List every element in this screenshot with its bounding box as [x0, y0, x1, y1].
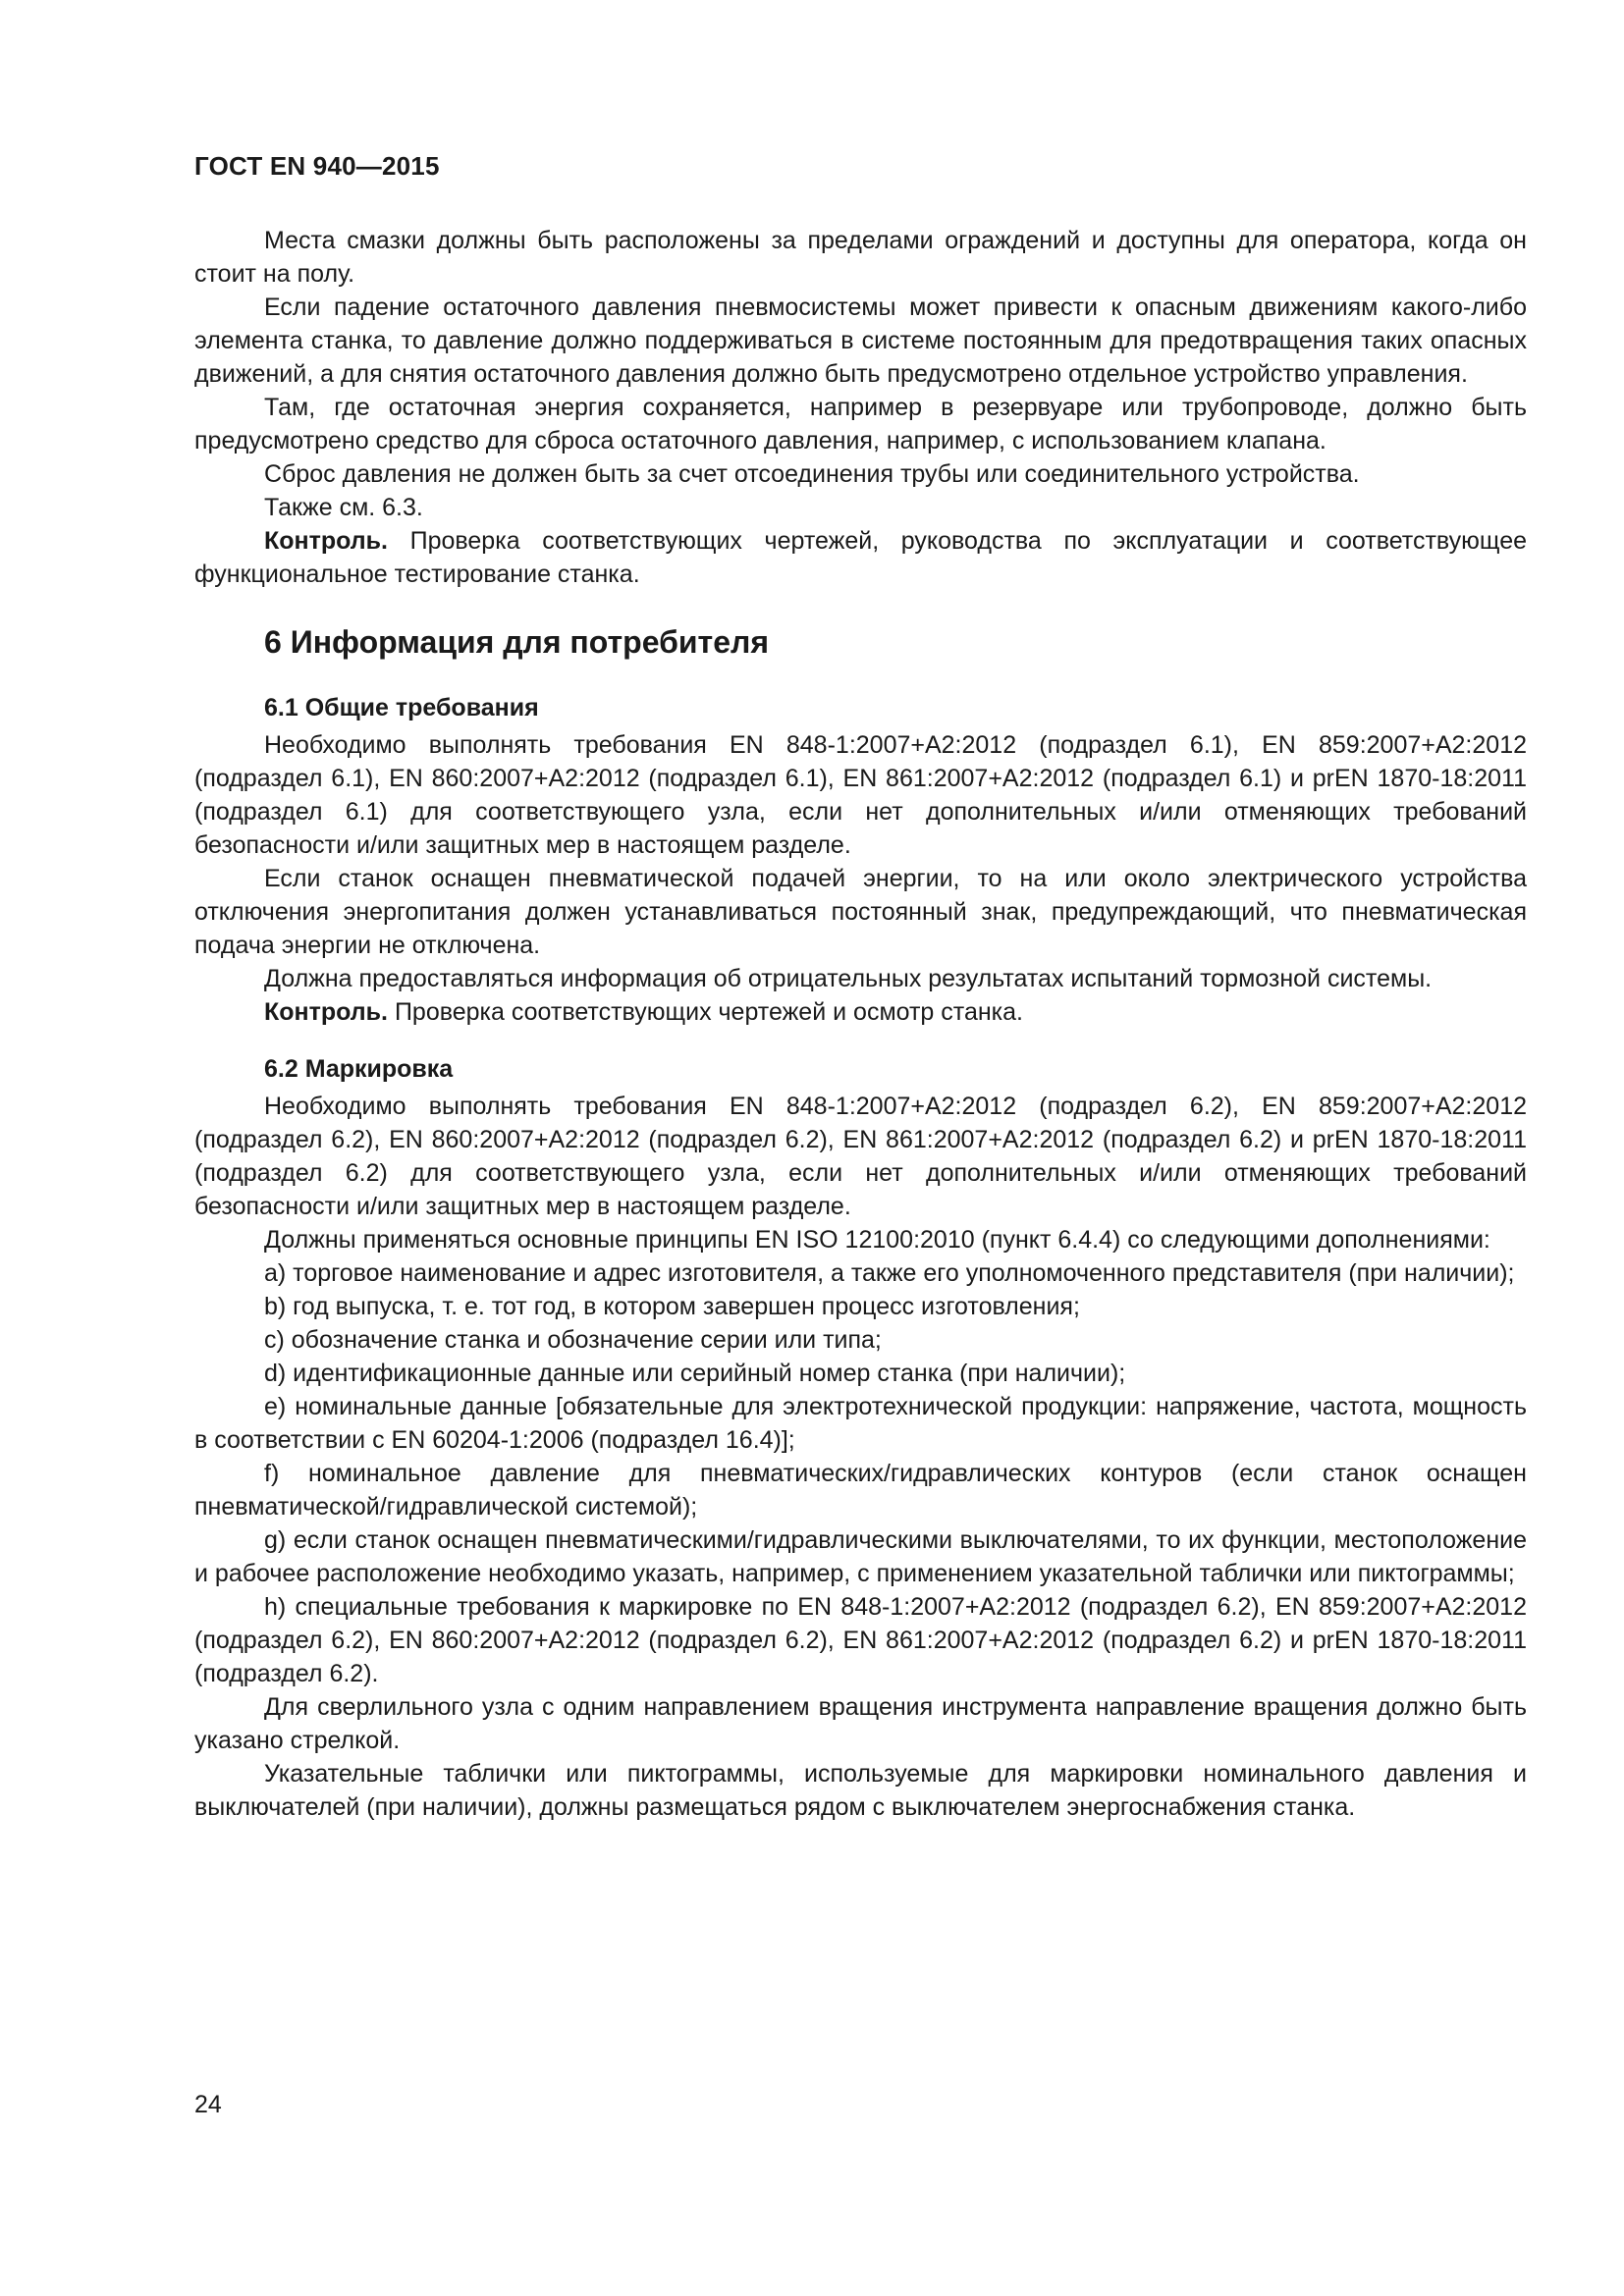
paragraph: Если станок оснащен пневматической подачей энергии, то на или около электрического устройства отключения энергопитания должен устанавливаться постоянный знак, предупреждающий, что пневматическая подача энергии не отключена. [194, 865, 1527, 959]
section-heading: 6 Информация для потребителя [264, 624, 769, 660]
control-text: Проверка соответствующих чертежей, руководства по эксплуатации и соответствующее функциональное тестирование станка. [194, 527, 1527, 588]
list-item: f) номинальное давление для пневматических/гидравлических контуров (если станок оснащен пневматической/гидравлической системой); [194, 1460, 1527, 1521]
list-item: h) специальные требования к маркировке по EN 848-1:2007+A2:2012 (подраздел 6.2), EN 859:2007+A2:2012 (подраздел 6.2), EN 860:2007+A2:2012 (подраздел 6.2), EN 861:2007+A2:2012 (подраздел 6.2) и prEN 1870-18:2011 (подраздел 6.2). [194, 1593, 1527, 1687]
list-item: с) обозначение станка и обозначение серии или типа; [264, 1326, 882, 1354]
list-item: е) номинальные данные [обязательные для электротехнической продукции: напряжение, частота, мощность в соответствии с EN 60204-1:2006 (подраздел 16.4)]; [194, 1393, 1527, 1454]
control-text: Проверка соответствующих чертежей и осмотр станка. [388, 998, 1023, 1026]
paragraph: Также см. 6.3. [264, 494, 423, 521]
paragraph: Для сверлильного узла с одним направлением вращения инструмента направление вращения должно быть указано стрелкой. [194, 1693, 1527, 1754]
paragraph: Должны применяться основные принципы EN ISO 12100:2010 (пункт 6.4.4) со следующими дополнениями: [264, 1226, 1490, 1254]
paragraph: Там, где остаточная энергия сохраняется, например в резервуаре или трубопроводе, должно быть предусмотрено средство для сброса остаточного давления, например, с использованием клапана. [194, 394, 1527, 454]
control-paragraph [194, 995, 1527, 1029]
paragraph: Указательные таблички или пиктограммы, используемые для маркировки номинального давления и выключателей (при наличии), должны размещаться рядом с выключателем энергоснабжения станка. [194, 1760, 1527, 1821]
paragraph: Должна предоставляться информация об отрицательных результатах испытаний тормозной системы. [264, 965, 1433, 992]
paragraph: Необходимо выполнять требования EN 848-1:2007+A2:2012 (подраздел 6.2), EN 859:2007+A2:2012 (подраздел 6.2), EN 860:2007+A2:2012 (подраздел 6.2), EN 861:2007+A2:2012 (подраздел 6.2) и prEN 1870-18:2011 (подраздел 6.2) для соответствующего узла, если нет дополнительных и/или отменяющих требований безопасности и/или защитных мер в настоящем разделе. [194, 1093, 1527, 1220]
list-item: g) если станок оснащен пневматическими/гидравлическими выключателями, то их функции, местоположение и рабочее расположение необходимо указать, например, с применением указательной таблички или пиктограммы; [194, 1526, 1527, 1587]
subsection-heading: 6.1 Общие требования [264, 694, 539, 721]
control-paragraph [194, 524, 1527, 591]
control-label: Контроль. [264, 998, 388, 1026]
list-item: а) торговое наименование и адрес изготовителя, а также его уполномоченного представителя (при наличии); [264, 1259, 1515, 1287]
document-header-title: ГОСТ EN 940—2015 [194, 151, 440, 181]
paragraph: Сброс давления не должен быть за счет отсоединения трубы или соединительного устройства. [264, 460, 1360, 488]
document-body [194, 224, 1527, 1824]
control-label: Контроль. [264, 527, 388, 555]
subsection-heading: 6.2 Маркировка [264, 1055, 454, 1083]
page-number: 24 [194, 2091, 222, 2118]
list-item: d) идентификационные данные или серийный номер станка (при наличии); [264, 1360, 1126, 1387]
list-item: b) год выпуска, т. е. тот год, в котором завершен процесс изготовления; [264, 1293, 1080, 1320]
paragraph: Места смазки должны быть расположены за пределами ограждений и доступны для оператора, когда он стоит на полу. [194, 227, 1527, 288]
paragraph: Необходимо выполнять требования EN 848-1:2007+A2:2012 (подраздел 6.1), EN 859:2007+A2:2012 (подраздел 6.1), EN 860:2007+A2:2012 (подраздел 6.1), EN 861:2007+A2:2012 (подраздел 6.1) и prEN 1870-18:2011 (подраздел 6.1) для соответствующего узла, если нет дополнительных и/или отменяющих требований безопасности и/или защитных мер в настоящем разделе. [194, 731, 1527, 859]
document-page [194, 0, 1527, 2296]
paragraph: Если падение остаточного давления пневмосистемы может привести к опасным движениям какого-либо элемента станка, то давление должно поддерживаться в системе постоянным для предотвращения таких опасных движений, а для снятия остаточного давления должно быть предусмотрено отдельное устройство управления. [194, 294, 1527, 388]
